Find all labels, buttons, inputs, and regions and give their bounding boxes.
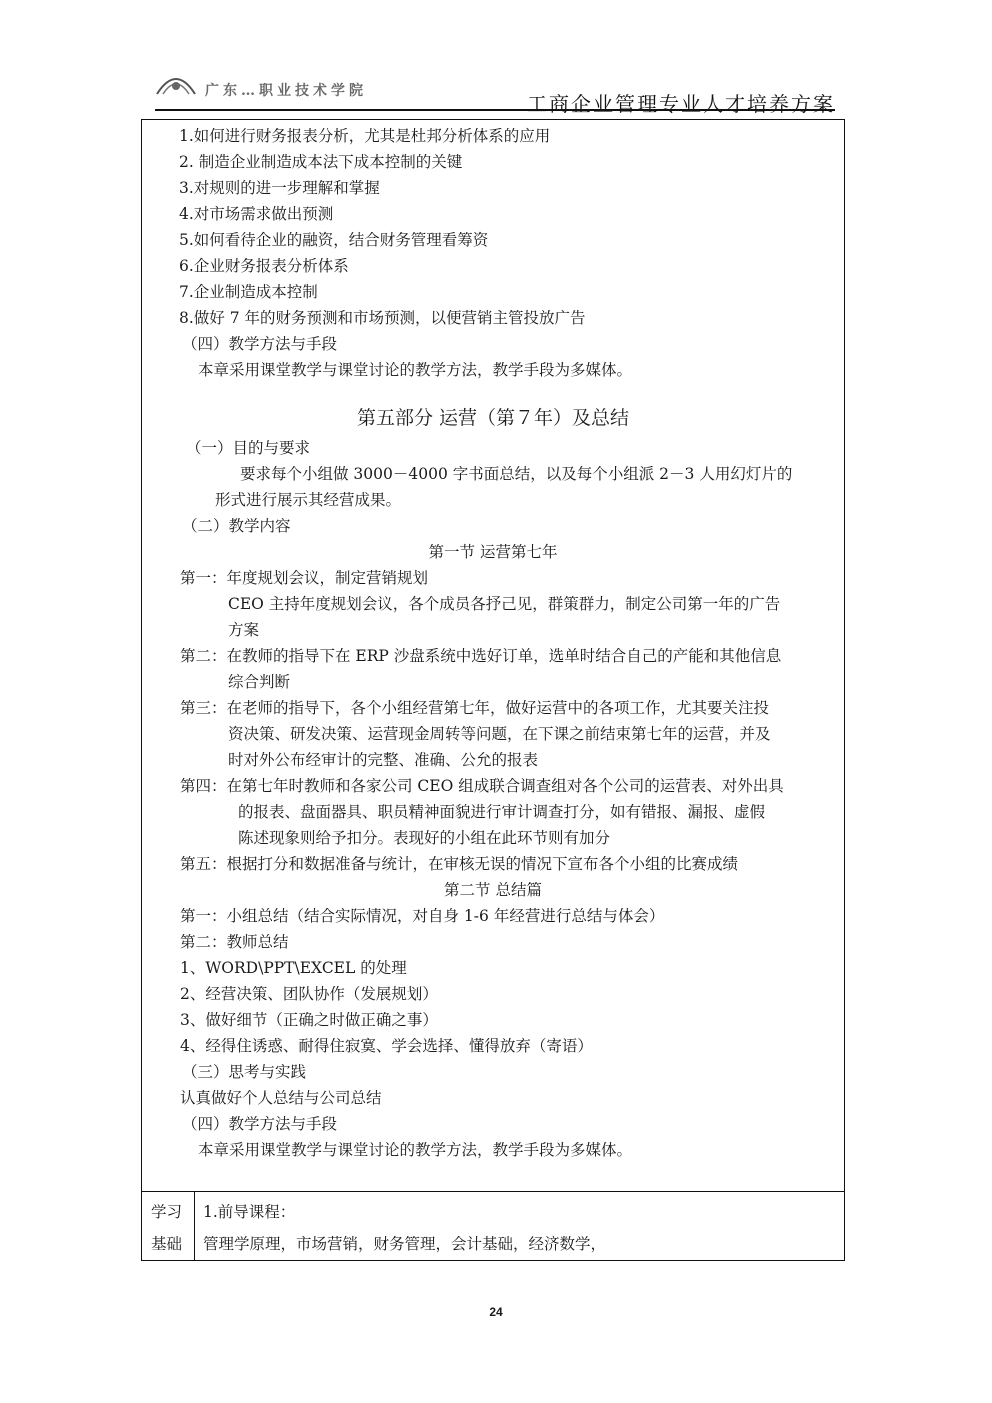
page-header	[155, 62, 835, 116]
list-item: 1.如何进行财务报表分析，尤其是杜邦分析体系的应用	[179, 127, 551, 145]
section-title: 第一节 运营第七年	[428, 543, 558, 561]
step-line: 方案	[228, 621, 260, 639]
summary-line: 1、WORD\PPT\EXCEL 的处理	[180, 959, 407, 977]
step-line: 的报表、盘面器具、职员精神面貌进行审计调查打分，如有错报、漏报、虚假	[238, 803, 766, 821]
step-line: 第二：在教师的指导下在 ERP 沙盘系统中选好订单，选单时结合自己的产能和其他信息	[180, 647, 782, 665]
method-heading: （四）教学方法与手段	[182, 1115, 338, 1133]
step-line: 资决策、研发决策、运营现金周转等问题，在下课之前结束第七年的运营，并及	[228, 725, 771, 743]
summary-line: 第一：小组总结（结合实际情况，对自身 1-6 年经营进行总结与体会）	[180, 907, 665, 925]
list-item: 3.对规则的进一步理解和掌握	[179, 179, 380, 197]
step-line: 第一：年度规划会议，制定营销规划	[180, 569, 429, 587]
step-line: CEO 主持年度规划会议，各个成员各抒己见，群策群力，制定公司第一年的广告	[228, 595, 781, 613]
basis-label: 学习	[151, 1203, 183, 1221]
list-item: 5.如何看待企业的融资，结合财务管理看筹资	[179, 231, 489, 249]
think-heading: （三）思考与实践	[182, 1063, 307, 1081]
table-row-divider	[142, 1191, 844, 1192]
method-heading: （四）教学方法与手段	[182, 335, 338, 353]
list-item: 6.企业财务报表分析体系	[179, 257, 349, 275]
prereq-heading: 1.前导课程：	[203, 1203, 296, 1221]
method-text: 本章采用课堂教学与课堂讨论的教学方法，教学手段为多媒体。	[198, 1141, 633, 1159]
page-number: 24	[489, 1305, 503, 1319]
summary-line: 第二：教师总结	[180, 933, 289, 951]
step-line: 时对外公布经审计的完整、准确、公允的报表	[228, 751, 539, 769]
school-name: 广东…职业技术学院	[205, 83, 367, 99]
list-item: 2. 制造企业制造成本法下成本控制的关键	[179, 153, 463, 171]
method-text: 本章采用课堂教学与课堂讨论的教学方法，教学手段为多媒体。	[198, 361, 633, 379]
step-line: 陈述现象则给予扣分。表现好的小组在此环节则有加分	[238, 829, 611, 847]
step-line: 第四：在第七年时教师和各家公司 CEO 组成联合调查组对各个公司的运营表、对外出具	[180, 777, 784, 795]
list-item: 8.做好 7 年的财务预测和市场预测，以便营销主管投放广告	[179, 309, 586, 327]
goal-text: 形式进行展示其经营成果。	[215, 491, 402, 509]
summary-line: 3、做好细节（正确之时做正确之事）	[180, 1011, 438, 1029]
school-logo-icon	[155, 70, 197, 96]
prereq-list: 管理学原理，市场营销，财务管理，会计基础，经济数学，	[203, 1235, 607, 1253]
step-line: 第五：根据打分和数据准备与统计，在审核无误的情况下宣布各个小组的比赛成绩	[180, 855, 739, 873]
part-title: 第五部分 运营（第７年）及总结	[356, 407, 630, 429]
summary-line: 4、经得住诱惑、耐得住寂寞、学会选择、懂得放弃（寄语）	[180, 1037, 593, 1055]
basis-label: 基础	[151, 1235, 183, 1253]
section-title: 第二节 总结篇	[444, 881, 542, 899]
header-rule	[155, 109, 835, 111]
summary-line: 2、经营决策、团队协作（发展规划）	[180, 985, 438, 1003]
document-title: 工商企业管理专业人才培养方案	[527, 92, 835, 116]
goal-text: 要求每个小组做 3000－4000 字书面总结，以及每个小组派 2－3 人用幻灯片的	[240, 465, 793, 483]
table-column-divider	[194, 1191, 195, 1260]
step-line: 综合判断	[228, 673, 291, 691]
step-line: 第三：在老师的指导下，各个小组经营第七年，做好运营中的各项工作，尤其要关注投	[180, 699, 770, 717]
list-item: 7.企业制造成本控制	[179, 283, 318, 301]
goal-heading: （一）目的与要求	[186, 439, 311, 457]
content-heading: （二）教学内容	[182, 517, 291, 535]
content-table	[141, 119, 845, 1261]
think-text: 认真做好个人总结与公司总结	[180, 1089, 382, 1107]
list-item: 4.对市场需求做出预测	[179, 205, 334, 223]
